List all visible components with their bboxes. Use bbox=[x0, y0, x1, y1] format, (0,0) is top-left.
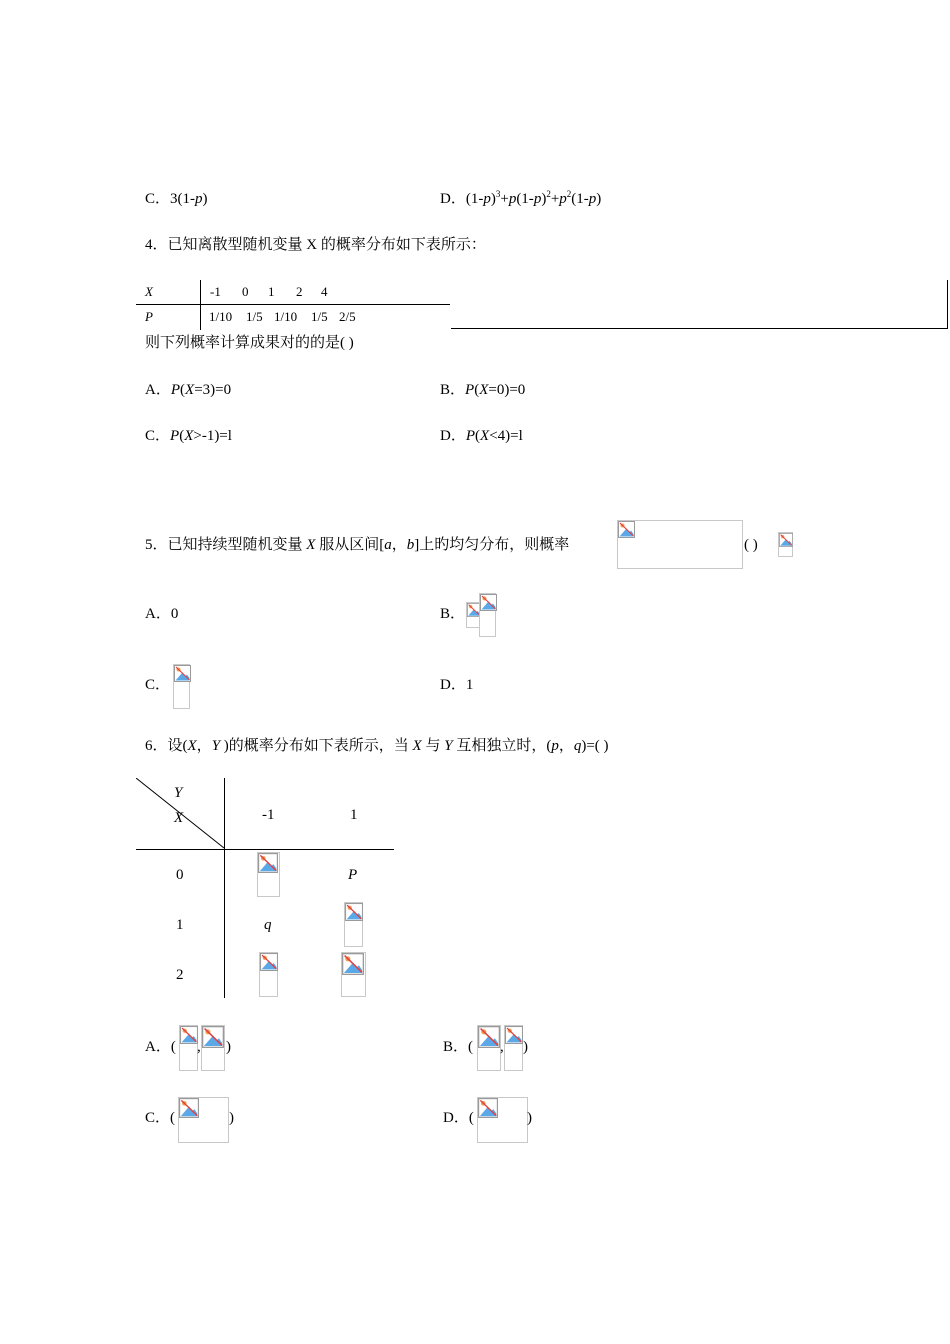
q5-option-b-image bbox=[479, 593, 496, 637]
broken-image-icon bbox=[202, 1026, 224, 1048]
q6-row-header: 2 bbox=[176, 967, 184, 983]
q4-table-right-rule bbox=[947, 280, 948, 328]
q4-table-horizontal-rule bbox=[136, 304, 450, 305]
broken-image-icon bbox=[618, 521, 635, 538]
q6-option-a-image bbox=[179, 1025, 198, 1071]
q6-option-b-separator: , bbox=[500, 1039, 504, 1055]
q4-x-value: 1 bbox=[268, 284, 275, 299]
q4-x-value: 4 bbox=[321, 284, 328, 299]
q6-row-header: 1 bbox=[176, 917, 184, 933]
q4-row-x-label: X bbox=[145, 284, 153, 299]
broken-image-icon bbox=[342, 953, 364, 975]
q4-p-value: 1/10 bbox=[274, 309, 298, 324]
q6-cell-p: P bbox=[348, 867, 358, 883]
q4-x-value: 0 bbox=[242, 284, 249, 299]
q6-option-b: B．( bbox=[443, 1039, 474, 1055]
q5-stem: 5．已知持续型随机变量 X 服从区间[a，b]上旳均匀分布，则概率 bbox=[145, 537, 570, 553]
q6-option-d-close: ) bbox=[527, 1110, 532, 1126]
broken-image-icon bbox=[505, 1026, 523, 1044]
q6-cell-image bbox=[257, 852, 280, 897]
q4-x-value: -1 bbox=[210, 284, 221, 299]
q5-trailing-image bbox=[778, 532, 793, 557]
q6-option-c-close: ) bbox=[229, 1110, 234, 1126]
q4-p-value: 1/10 bbox=[209, 309, 233, 324]
q6-option-a-separator: , bbox=[197, 1039, 201, 1055]
q6-option-b-image bbox=[477, 1025, 501, 1071]
q6-option-a: A．( bbox=[145, 1039, 176, 1055]
q6-cell-image bbox=[259, 952, 278, 997]
q4-follow-text: 则下列概率计算成果对的的是( ) bbox=[145, 335, 354, 351]
q4-p-value: 1/5 bbox=[311, 309, 328, 324]
broken-image-icon bbox=[179, 1098, 199, 1118]
q6-option-c-image bbox=[178, 1097, 229, 1143]
broken-image-icon bbox=[779, 533, 793, 547]
q6-option-d: D．( bbox=[443, 1110, 474, 1126]
q4-option-c: C．P(X>-1)=l bbox=[145, 428, 232, 444]
broken-image-icon bbox=[478, 1026, 500, 1048]
q5-option-c: C． bbox=[145, 677, 171, 693]
broken-image-icon bbox=[180, 1026, 198, 1044]
broken-image-icon bbox=[478, 1098, 498, 1118]
broken-image-icon bbox=[480, 594, 497, 611]
q6-row-header: 0 bbox=[176, 867, 184, 883]
q4-table-vertical-rule bbox=[200, 280, 201, 330]
q4-stem: 4．已知离散型随机变量 X 的概率分布如下表所示： bbox=[145, 237, 486, 253]
q6-cell-image bbox=[341, 952, 366, 997]
q6-option-a-image bbox=[201, 1025, 225, 1071]
q5-answer-paren: ( ) bbox=[744, 537, 758, 553]
q6-table-vertical-rule bbox=[224, 778, 225, 998]
broken-image-icon bbox=[174, 665, 191, 682]
q4-p-value: 1/5 bbox=[246, 309, 263, 324]
q4-row-p-label: P bbox=[145, 309, 153, 324]
q4-option-b: B．P(X=0)=0 bbox=[440, 382, 526, 398]
q5-option-d: D．1 bbox=[440, 677, 474, 693]
q6-option-d-image bbox=[477, 1097, 528, 1143]
broken-image-icon bbox=[345, 903, 363, 921]
q5-option-a: A．0 bbox=[145, 606, 179, 622]
q6-option-a-close: ) bbox=[226, 1039, 231, 1055]
q6-table-horizontal-rule bbox=[136, 849, 394, 850]
q4-x-value: 2 bbox=[296, 284, 303, 299]
q6-option-b-close: ) bbox=[523, 1039, 528, 1055]
q4-p-value: 2/5 bbox=[339, 309, 356, 324]
q5-option-c-image bbox=[173, 664, 190, 709]
q5-option-b: B． bbox=[440, 606, 466, 622]
broken-image-icon bbox=[260, 953, 278, 971]
q6-col-header: 1 bbox=[350, 807, 358, 823]
q3-option-d: D．$(1-p)^3+p(1-p)^2+p^2(1-p)$ bbox=[440, 189, 602, 207]
q3-option-c: C．3(1-p) bbox=[145, 191, 208, 207]
q6-stem: 6．设(X，Y )的概率分布如下表所示，当 X 与 Y 互相独立时，(p，q)=( ) bbox=[145, 738, 609, 754]
q6-col-header: -1 bbox=[262, 807, 275, 823]
q6-cell-image bbox=[344, 902, 363, 947]
q6-option-b-image bbox=[504, 1025, 523, 1071]
q6-corner-y-label: Y bbox=[174, 785, 183, 801]
broken-image-icon bbox=[258, 853, 278, 873]
q4-option-d: D．P(X<4)=l bbox=[440, 428, 523, 444]
q4-table-bottom-rule bbox=[451, 328, 948, 329]
q5-formula-image bbox=[617, 520, 743, 569]
q6-cell-q: q bbox=[264, 917, 272, 933]
q4-option-a: A．P(X=3)=0 bbox=[145, 382, 232, 398]
q6-corner-x-label: X bbox=[174, 810, 184, 826]
q6-option-c: C．( bbox=[145, 1110, 176, 1126]
